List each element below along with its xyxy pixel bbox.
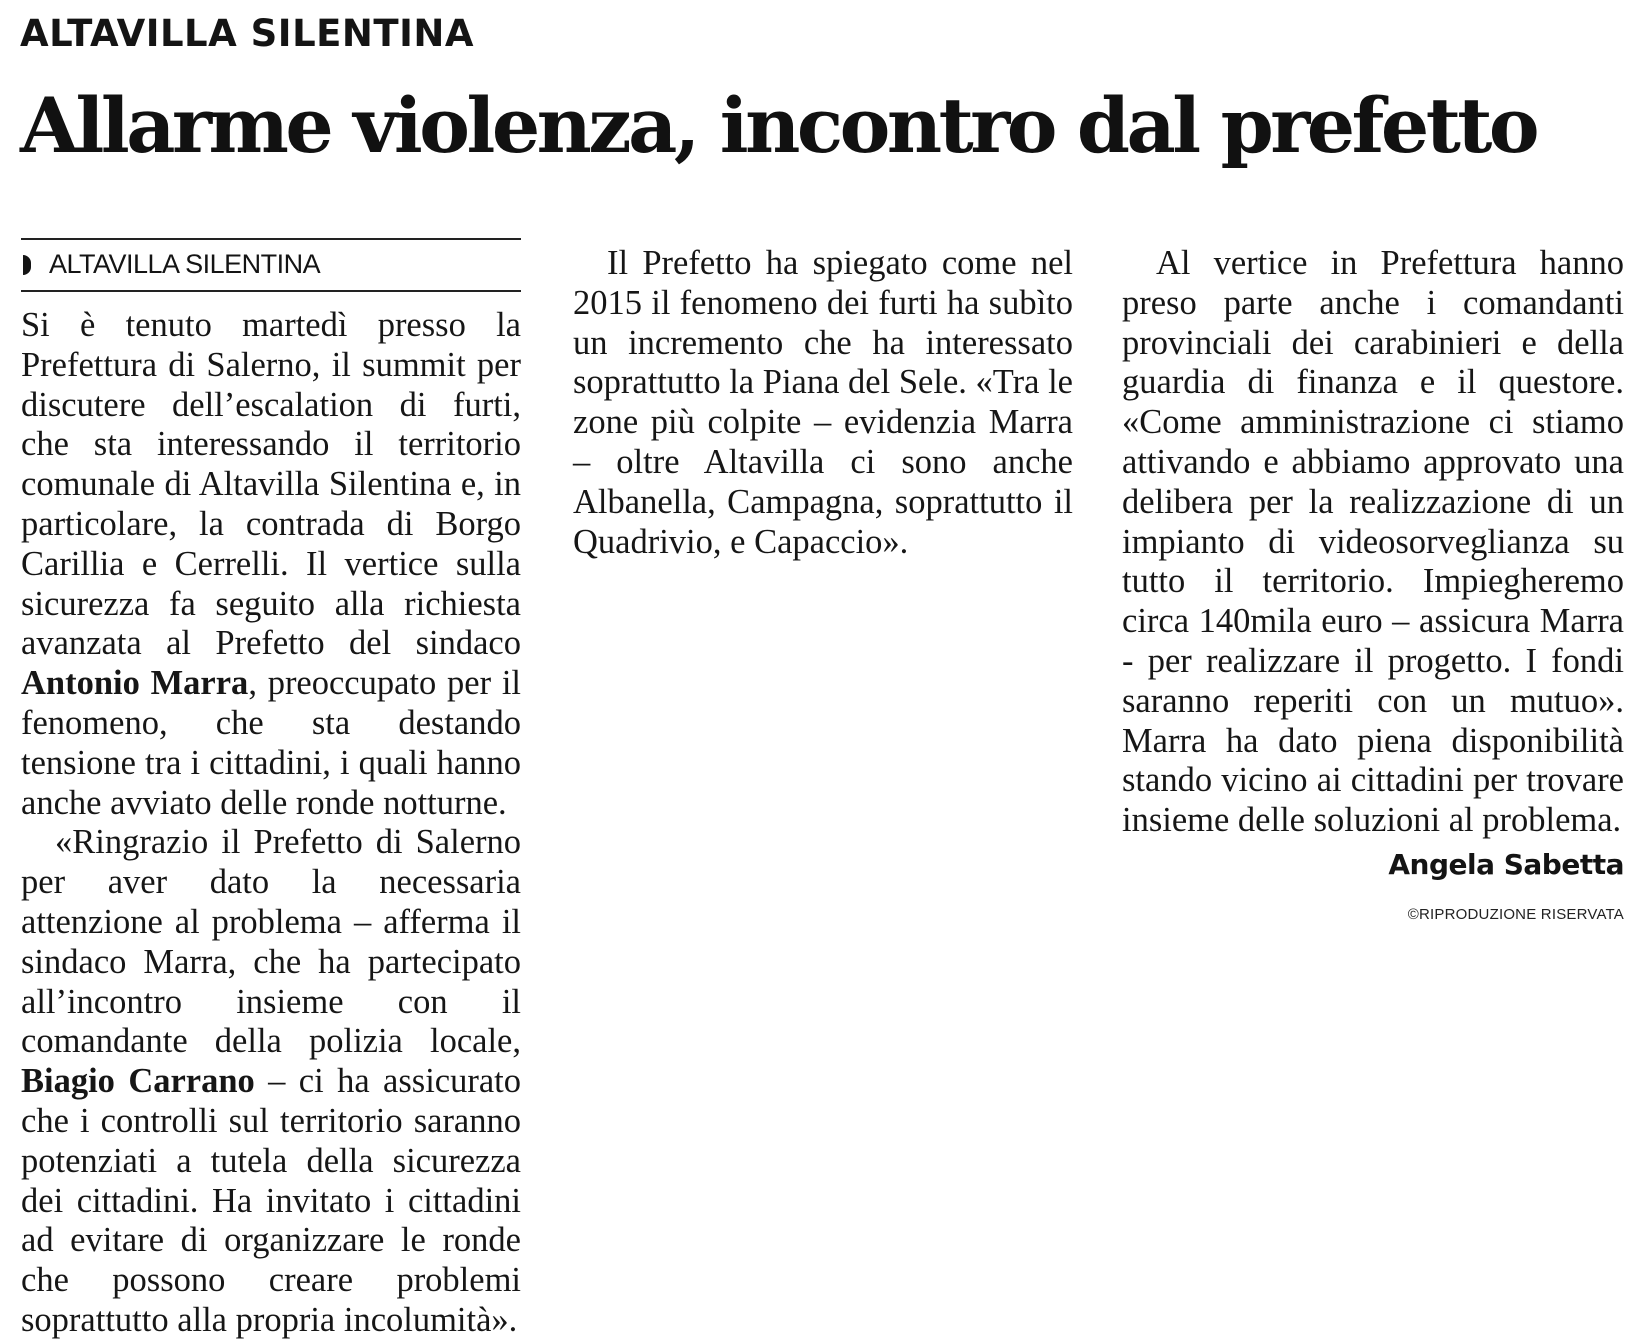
paragraph: Al vertice in Prefettura hanno preso parte anche i comandanti provinciali dei carabinieri e della guardia di finanza e il questore. «Come amministrazione ci stiamo attivando e abbiamo approvato una delibera per la realizzazione di un impianto di videosorveglianza su tutto il territorio. Impiegheremo circa 140mila euro – assicura Marra - per realizzare il progetto. I fondi saranno reperiti con un mutuo». Marra ha dato piena disponibilità stando vicino ai cittadini per trovare insieme delle soluzioni al problema. [1122,244,1624,840]
bold-name: Antonio Marra [21,664,249,703]
dateline-marker-icon [23,255,31,275]
article-headline: Allarme violenza, incontro dal prefetto [20,81,1537,170]
article-column-1 [21,238,521,1341]
copyright-notice: ©RIPRODUZIONE RISERVATA [1407,905,1624,923]
section-kicker: ALTAVILLA SILENTINA [20,12,474,55]
dateline-label: ALTAVILLA SILENTINA [49,249,321,280]
article-column-2 [573,244,1073,562]
author-byline: Angela Sabetta [1388,847,1624,881]
paragraph: Il Prefetto ha spiegato come nel 2015 il fenomeno dei furti ha subìto un incremento che ha interessato soprattutto la Piana del Sele. «Tra le zone più colpite – evidenzia Marra – oltre Altavilla ci sono anche Albanella, Campagna, soprattutto il Quadrivio, e Capaccio». [573,244,1073,561]
paragraph: «Ringrazio il Prefetto di Salerno per aver dato la necessaria attenzione al problema – afferma il sindaco Marra, che ha partecipato all’incontro insieme con il comandante della polizia locale, Biagio Carrano – ci ha assicurato che i controlli sul territorio saranno potenziati a tutela della sicurezza dei cittadini. Ha invitato i cittadini ad evitare di organizzare le ronde che possono creare problemi soprattutto alla propria incolumità». [21,823,521,1339]
bold-name: Biagio Carrano [21,1062,255,1101]
dateline [21,238,521,292]
paragraph: Si è tenuto martedì presso la Prefettura di Salerno, il summit per discutere dell’escalation di furti, che sta interessando il territorio comunale di Altavilla Silentina e, in particolare, la contrada di Borgo Carillia e Cerrelli. Il vertice sulla sicurezza fa seguito alla richiesta avanzata al Prefetto del sindaco Antonio Marra, preoccupato per il fenomeno, che sta destando tensione tra i cittadini, i quali hanno anche avviato delle ronde notturne. [21,306,521,822]
article-column-3 [1122,244,1624,935]
